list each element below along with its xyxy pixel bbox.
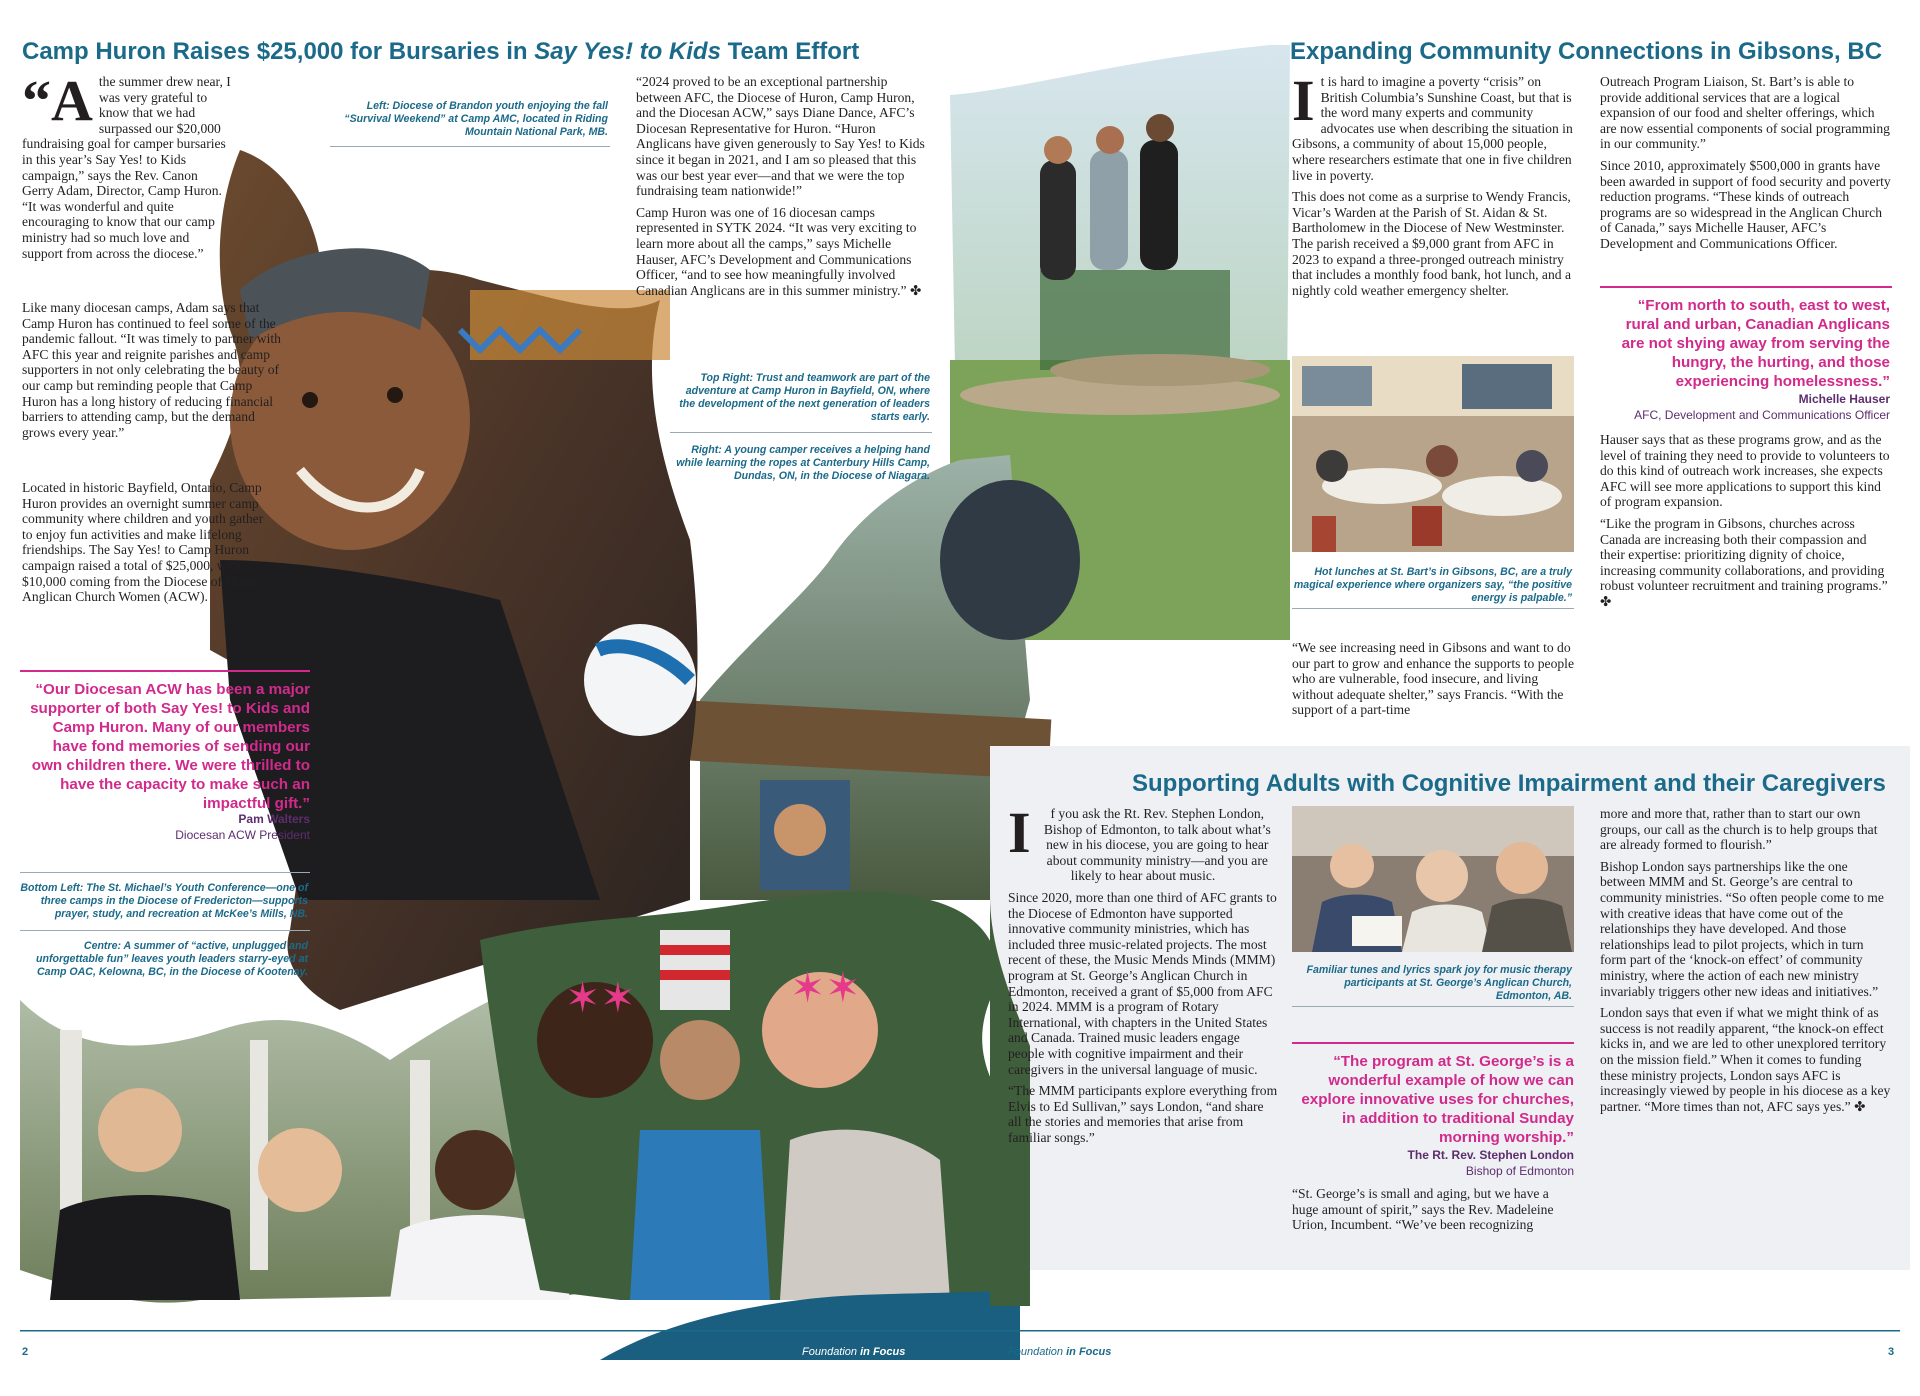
caregivers-para-3: “The MMM participants explore everything from Elvis to Ed Sullivan,” says London, “and share all the stories and memories that arise from familiar songs.” <box>1008 1083 1278 1145</box>
title-text-em: Say Yes! to Kids <box>534 38 721 65</box>
camp-huron-title <box>22 38 859 66</box>
title-text-pre: Camp Huron Raises $25,000 for Bursaries in <box>22 38 535 65</box>
caption-centre: Centre: A summer of “active, unplugged and unforgettable fun” leaves youth leaders starry-eyed at Camp OAC, Kelowna, BC, in the Diocese of Kootenay. <box>36 940 308 978</box>
gibsons-col2 <box>1600 74 1892 258</box>
publication-name-left: Foundation in Focus <box>802 1346 906 1358</box>
camp-huron-col1b <box>22 300 282 446</box>
london-quote-rule <box>1292 1042 1574 1044</box>
gibsons-title: Expanding Community Connections in Gibsons, BC <box>1290 38 1883 65</box>
caregivers-para-4: “St. George’s is small and aging, but we have a huge amount of spirit,” says the Rev. Madeleine Urion, Incumbent. “We’ve been recognizing <box>1292 1186 1554 1233</box>
acw-quote: “Our Diocesan ACW has been a major supporter of both Say Yes! to Kids and Camp Huron. Many of our members have fond memories of sending our own children there. We were thrilled to have the capacity to make such an impactful gift.” <box>30 681 310 812</box>
camp-huron-col2 <box>636 74 932 304</box>
gibsons-para-1: It is hard to imagine a poverty “crisis” on British Columbia’s Sunshine Coast, but that is the word many experts and community advocates use when describing the situation in Gibsons, a community of about 15,000 people, where researchers estimate that one in five children live in poverty. <box>1292 68 1573 183</box>
para-3: Located in historic Bayfield, Ontario, Camp Huron provides an overnight summer camp community where children and youth gather to enjoy fun activities and make lifelong friendships. The Say Yes! to Camp Huron campaign raised a total of $25,000, with $10,000 coming from the Diocese of Huron Anglican Church Women (ACW). <box>22 480 264 605</box>
gibsons-col2-para-4: “Like the program in Gibsons, churches across Canada are increasing both their compassion and their expertise: prioritizing dignity of choice, increasing community collaborations, and providing robust volunteer recruitment and training programs.” ✤ <box>1600 515 1888 609</box>
svg-text:✶✶: ✶✶ <box>565 976 636 1022</box>
london-quote-name: The Rt. Rev. Stephen London <box>1407 1148 1574 1162</box>
gibsons-col1b <box>1292 640 1578 724</box>
quote-rule-top <box>20 670 310 672</box>
acw-quote-role: Diocesan ACW President <box>175 828 310 842</box>
london-quote-role: Bishop of Edmonton <box>1465 1164 1574 1178</box>
page-number-left: 2 <box>22 1346 29 1358</box>
caption-top-right: Top Right: Trust and teamwork are part of the adventure at Camp Huron in Bayfield, ON, where the development of the next generation of leaders starts early. <box>679 372 930 423</box>
hauser-quote: “From north to south, east to west, rural and urban, Canadian Anglicans are not shying away from serving the hungry, the hurting, and those experiencing homelessness.” <box>1621 297 1890 390</box>
publication-name-right: Foundation in Focus <box>1008 1346 1112 1358</box>
caption-hot-lunch: Hot lunches at St. Bart’s in Gibsons, BC, are a truly magical experience where organizers say, “the positive energy is palpable.” <box>1293 566 1572 604</box>
photo-starry-eyed-leaders <box>480 891 1030 1300</box>
caption-bottom-left: Bottom Left: The St. Michael’s Youth Conference—one of three camps in the Diocese of Fredericton—supports prayer, study, and recreation at McKee’s Mills, NB. <box>20 882 308 920</box>
hauser-quote-name: Michelle Hauser <box>1798 392 1890 406</box>
hauser-quote-role: AFC, Development and Communications Officer <box>1634 408 1890 422</box>
dropcap: “A <box>22 68 93 133</box>
dropcap-i: I <box>1292 68 1315 133</box>
gibsons-para-2: This does not come as a surprise to Wendy Francis, Vicar’s Warden at the Parish of St. Aidan & St. Bartholomew in the Diocese of New Westminster. The parish received a $9,000 grant from AFC in 2023 to expand a three-pronged outreach ministry that includes a monthly food bank, hot lunch, and a nightly cold weather emergency shelter. <box>1292 189 1571 298</box>
para-1: “A the summer drew near, I was very grateful to know that we had surpassed our $20,000 fundraising goal for camper bursaries in this year’s Say Yes! to Kids campaign,” says the Rev. Canon Gerry Adam, Director, Camp Huron. “It was wonderful and quite encouraging to know that our camp ministry had so much love and support from across the diocese.” <box>22 68 231 261</box>
caregivers-col2b <box>1292 1186 1578 1239</box>
dropcap-i2: I <box>1008 800 1031 865</box>
caregivers-col3 <box>1600 806 1892 1120</box>
gibsons-col2-para-3: Hauser says that as these programs grow, and as the level of training they need to provide to volunteers to do this kind of outreach work increases, she expects AFC will see more applications to support this kind of program expansion. <box>1600 432 1890 510</box>
london-quote: “The program at St. George’s is a wonderful example of how we can explore innovative uses for churches, in addition to traditional Sunday morning worship.” <box>1301 1053 1574 1146</box>
camp-huron-col1c <box>22 480 272 611</box>
caption-right: Right: A young camper receives a helping hand while learning the ropes at Canterbury Hills Camp, Dundas, ON, in the Diocese of Niagara. <box>676 444 930 482</box>
page-number-right: 3 <box>1888 1346 1895 1358</box>
svg-text:✶✶: ✶✶ <box>790 966 861 1012</box>
caption-top-left: Left: Diocese of Brandon youth enjoying the fall “Survival Weekend” at Camp AMC, located in Riding Mountain National Park, MB. <box>344 100 608 138</box>
caregivers-col1 <box>1008 800 1278 1151</box>
caregivers-para-2: Since 2020, more than one third of AFC grants to the Diocese of Edmonton have supported innovative community ministries, which has included three music-related projects. The most recent of these, the Music Mends Minds (MMM) program at St. George’s Anglican Church in Edmonton, received a grant of $5,000 from AFC in 2024. MMM is a program of Rotary International, with chapters in the United States and Canada. Trained music leaders engage people with cognitive impairment and their caregivers in the universal language of music. <box>1008 889 1277 1077</box>
camp-huron-col1 <box>22 68 232 267</box>
acw-quote-name: Pam Walters <box>238 812 310 826</box>
photo-smiling-camper <box>210 150 698 1010</box>
caregivers-col3-para-1: more and more that, rather than to start our own groups, our call as the church is to help groups that are already formed to flourish.” <box>1600 806 1878 853</box>
gibsons-para-3: “We see increasing need in Gibsons and want to do our part to grow and enhance the supports to people who are vulnerable, food insecure, and living without adequate shelter,” says Francis. “With the support of a part-time <box>1292 640 1574 718</box>
para-2: Like many diocesan camps, Adam says that Camp Huron has continued to feel some of the pandemic fallout. “It was timely to partner with AFC this year and reignite parishes and camp supporters in not only celebrating the beauty of our camp but reminding people that Camp Huron has a long history of reducing financial barriers to attending camp, but the demand grows every year.” <box>22 300 281 440</box>
gibsons-col1 <box>1292 68 1578 304</box>
gibsons-col2-para-1: Outreach Program Liaison, St. Bart’s is able to provide additional services that are a logical expansion of our food and shelter offerings, which are now essential components of social programming in our community.” <box>1600 74 1890 152</box>
caption-rule-1 <box>20 872 310 873</box>
photo-hot-lunch <box>1292 356 1574 552</box>
caption-rule-2 <box>20 930 310 931</box>
caregivers-title: Supporting Adults with Cognitive Impairment and their Caregivers <box>1132 770 1886 797</box>
caption-music: Familiar tunes and lyrics spark joy for music therapy participants at St. George’s Anglican Church, Edmonton, AB. <box>1306 964 1572 1002</box>
caregivers-col3-para-2: Bishop London says partnerships like the one between MMM and St. George’s are central to community ministries. “So often people come to me with creative ideas that have come out of the relationships they have developed. And those relationships lead to pilot projects, which in turn form part of the ‘knock-on effect’ of community ministry, where the action of each new ministry invariably triggers other new ideas and initiatives.” <box>1600 858 1884 999</box>
caregivers-para-1: I f you ask the Rt. Rev. Stephen London, Bishop of Edmonton, to talk about what’s new in his diocese, you are going to hear about community ministry—and you are likely to hear about music. <box>1008 800 1271 884</box>
title-text-post: Team Effort <box>720 38 860 65</box>
gibsons-col2-para-2: Since 2010, approximately $500,000 in grants have been awarded in support of food security and poverty reduction programs. “These kinds of outreach programs are so widespread in the Anglican Church of Canada,” says Michelle Hauser, AFC’s Development and Communications Officer. <box>1600 157 1891 251</box>
caption-rule-4 <box>670 432 932 433</box>
col2-para-1: “2024 proved to be an exceptional partnership between AFC, the Diocese of Huron, Camp Huron, and the Diocesan ACW,” says Diane Dance, AFC’s Diocesan Representative for Huron. “Huron Anglicans have given generously to Say Yes! to Kids since it began in 2021, and I am so pleased that this was our best year ever—and that we were the top fundraising team nationwide!” <box>636 74 925 199</box>
caption-rule-6 <box>1292 1006 1574 1007</box>
caregivers-col3-para-3: London says that even if what we might think of as success is not readily apparent, “the knock-on effect kicks in, and we are led to other unexplored territory on the mission field.” When it comes to funding these ministry projects, London says AFC is increasingly viewed by people in his diocese as a key partner. “More times than not, AFC says yes.” ✤ <box>1600 1005 1891 1114</box>
col2-para-2: Camp Huron was one of 16 diocesan camps represented in SYTK 2024. “It was very exciting to learn more about all the camps,” says Michelle Hauser, AFC’s Development and Communications Officer, “and to see how meaningfully involved Canadian Anglicans are in this summer ministry.” ✤ <box>636 204 922 298</box>
hauser-quote-rule <box>1600 286 1892 288</box>
caption-rule-3 <box>330 146 610 147</box>
caption-rule-5 <box>1292 608 1574 609</box>
gibsons-col2b <box>1600 432 1892 616</box>
photo-music-therapy <box>1292 806 1574 952</box>
